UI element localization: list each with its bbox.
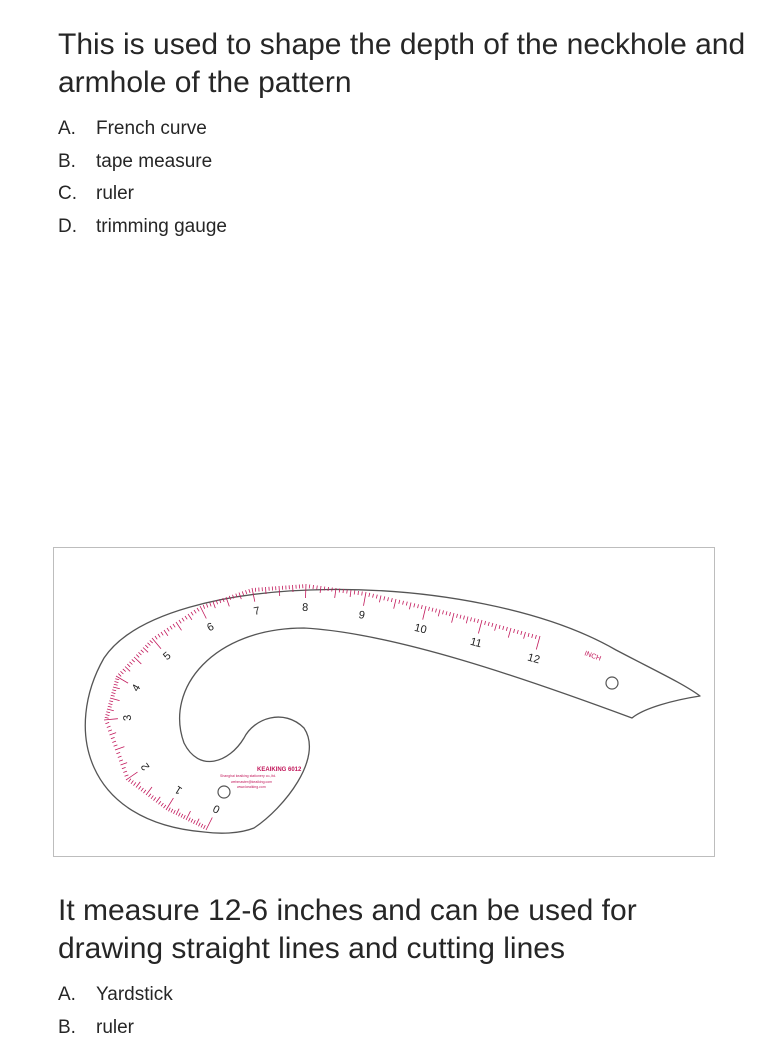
ruler-tick: [313, 585, 314, 589]
brand-text: KEAIKING 6012: [257, 767, 302, 773]
ruler-tick: [213, 602, 215, 609]
ruler-tick: [106, 712, 110, 713]
ruler-tick: [106, 715, 110, 716]
ruler-tick: [107, 709, 114, 711]
ruler-tick: [171, 809, 173, 813]
ruler-tick: [478, 619, 479, 623]
ruler-tick: [174, 810, 176, 814]
ruler-tick: [189, 818, 191, 822]
ruler-tick: [116, 752, 120, 753]
ruler-tick: [364, 592, 367, 606]
ruler-tick: [136, 655, 139, 658]
option-a: [58, 114, 227, 147]
option-d: [58, 212, 227, 245]
ruler-tick: [115, 747, 124, 750]
ruler-number: 6: [205, 621, 216, 634]
ruler-tick: [506, 627, 507, 631]
ruler-tick: [173, 624, 175, 627]
ruler-tick: [126, 772, 138, 780]
ruler-tick: [104, 719, 118, 720]
ruler-tick: [111, 695, 115, 696]
ruler-tick: [150, 640, 153, 643]
ruler-tick: [155, 636, 157, 639]
ruler-tick: [373, 594, 374, 598]
ruler-number: 0: [211, 802, 222, 815]
ruler-tick: [191, 612, 193, 615]
ruler-number: 4: [130, 682, 143, 693]
ruler-labels: [122, 602, 542, 816]
option-text: French curve: [96, 118, 207, 139]
ruler-tick: [146, 787, 152, 795]
ruler-tick: [197, 608, 199, 611]
ruler-tick: [110, 733, 117, 735]
ruler-tick: [109, 704, 113, 705]
ruler-tick: [114, 745, 118, 746]
ruler-tick: [414, 603, 415, 607]
ruler-tick: [438, 610, 440, 617]
ruler-tick: [306, 584, 307, 598]
ruler-tick: [118, 756, 122, 757]
ruler-tick: [394, 599, 396, 609]
ruler-tick: [130, 662, 133, 665]
ruler-tick: [210, 603, 211, 607]
option-text: Yardstick: [96, 984, 173, 1005]
option-text: ruler: [96, 1017, 134, 1038]
french-curve-drawing: [54, 548, 714, 856]
ruler-tick: [184, 815, 186, 819]
question-1-text: This is used to shape the depth of the neckhole and armhole of the pattern: [58, 26, 748, 102]
ruler-tick: [115, 679, 119, 680]
ruler-tick: [409, 603, 411, 610]
ruler-tick: [460, 615, 461, 619]
ruler-number: 3: [122, 714, 135, 721]
ruler-tick: [362, 592, 363, 596]
ruler-tick: [388, 597, 389, 601]
ruler-tick: [110, 698, 120, 701]
ruler-tick: [535, 635, 536, 639]
ruler-tick: [309, 585, 310, 589]
ruler-tick: [320, 586, 321, 593]
option-text: trimming gauge: [96, 216, 227, 237]
ruler-tick: [492, 623, 493, 627]
ruler-tick: [466, 617, 468, 624]
ruler-tick: [443, 610, 444, 614]
ruler-tick: [499, 625, 500, 629]
ruler-tick: [391, 598, 392, 602]
ruler-tick: [107, 726, 111, 727]
ruler-tick: [508, 628, 511, 638]
ruler-tick: [141, 788, 143, 791]
ruler-tick: [403, 601, 404, 605]
ruler-tick: [176, 809, 179, 815]
ruler-tick: [249, 589, 250, 593]
ruler-tick: [112, 741, 116, 742]
ruler-tick: [161, 632, 163, 635]
ruler-tick: [199, 823, 201, 827]
ruler-tick: [332, 588, 333, 592]
ruler-tick: [105, 717, 109, 718]
maker-line-1: Shanghai keaiking stationery co.,ltd.: [220, 774, 276, 778]
option-text: tape measure: [96, 151, 212, 172]
ruler-tick: [134, 782, 136, 785]
ruler-tick: [149, 794, 151, 797]
ruler-tick: [158, 634, 160, 637]
ruler-number: 5: [161, 650, 173, 663]
ruler-tick: [328, 587, 329, 591]
ruler-tick: [450, 612, 451, 616]
ruler-number: 12: [526, 652, 541, 667]
option-letter: A.: [58, 980, 96, 1010]
ruler-tick: [112, 693, 116, 694]
ruler-tick: [164, 805, 166, 808]
ruler-tick: [136, 782, 140, 788]
ruler-tick: [196, 819, 199, 825]
hole-right: [606, 677, 618, 689]
ruler-tick: [474, 618, 475, 622]
ruler-tick: [176, 622, 182, 630]
ruler-tick: [384, 596, 385, 600]
ruler-tick: [167, 628, 169, 631]
question-2-options: [58, 980, 173, 1045]
maker-line-2: webmaster@keaiking.com: [231, 780, 272, 784]
ruler-tick: [164, 630, 168, 636]
question-1-options: [58, 114, 227, 244]
ruler-tick: [132, 659, 135, 662]
ruler-tick: [194, 820, 196, 824]
ruler-tick: [119, 760, 123, 761]
ruler-tick: [399, 600, 400, 604]
ruler-tick: [514, 629, 515, 633]
ruler-tick: [125, 667, 130, 672]
ruler-tick: [159, 801, 161, 804]
ruler-tick: [446, 611, 447, 615]
ruler-tick: [201, 824, 203, 828]
ruler-ticks: [104, 584, 540, 830]
ruler-tick: [143, 648, 148, 653]
ruler-tick: [179, 813, 181, 817]
ruler-tick: [524, 632, 526, 639]
ruler-tick: [179, 620, 181, 623]
maker-line-3: www.keaiking.com: [237, 785, 266, 789]
ruler-tick: [464, 616, 465, 620]
ruler-tick: [517, 630, 518, 634]
ruler-tick: [134, 657, 141, 664]
ruler-tick: [170, 626, 172, 629]
ruler-tick: [429, 607, 430, 611]
ruler-tick: [108, 706, 112, 707]
ruler-tick: [123, 669, 126, 672]
ruler-tick: [457, 614, 458, 618]
ruler-number: 1: [173, 783, 185, 796]
ruler-tick: [528, 633, 529, 637]
ruler-tick: [182, 618, 184, 621]
ruler-tick: [203, 605, 204, 609]
french-curve-image: [53, 547, 715, 857]
ruler-tick: [503, 626, 504, 630]
ruler-tick: [246, 590, 247, 594]
hole-left: [218, 786, 230, 798]
ruler-tick: [144, 790, 146, 793]
ruler-tick: [114, 684, 118, 685]
ruler-tick: [161, 803, 163, 806]
ruler-tick: [156, 797, 160, 803]
ruler-tick: [354, 591, 355, 595]
ruler-tick: [432, 608, 433, 612]
ruler-tick: [194, 610, 196, 613]
ruler-number: 10: [413, 622, 428, 637]
ruler-tick: [532, 634, 533, 638]
ruler-tick: [369, 593, 370, 597]
ruler-tick: [122, 767, 126, 768]
ruler-tick: [206, 818, 212, 831]
option-b: [58, 1013, 173, 1045]
ruler-tick: [125, 775, 129, 776]
ruler-tick: [109, 701, 113, 702]
ruler-tick: [358, 591, 359, 595]
ruler-tick: [207, 604, 208, 608]
ruler-tick: [121, 763, 128, 765]
ruler-tick: [105, 722, 109, 723]
ruler-tick: [452, 613, 454, 623]
ruler-tick: [488, 622, 489, 626]
ruler-tick: [154, 797, 156, 800]
ruler-tick: [478, 620, 482, 634]
ruler-tick: [108, 730, 112, 731]
ruler-tick: [317, 586, 318, 590]
ruler-tick: [112, 690, 116, 691]
ruler-tick: [185, 616, 187, 619]
option-a: [58, 980, 173, 1013]
ruler-tick: [123, 771, 127, 772]
ruler-tick: [418, 604, 419, 608]
ruler-tick: [423, 606, 426, 620]
ruler-number: 2: [139, 761, 152, 773]
ruler-tick: [379, 596, 381, 603]
ruler-tick: [436, 609, 437, 613]
ruler-tick: [343, 589, 344, 593]
ruler-tick: [139, 652, 142, 655]
ruler-tick: [200, 606, 206, 619]
ruler-tick: [169, 808, 171, 812]
ruler-tick: [471, 617, 472, 621]
ruler-tick: [421, 605, 422, 609]
option-c: [58, 179, 227, 212]
option-text: ruler: [96, 183, 134, 204]
ruler-number: 8: [302, 602, 309, 614]
ruler-number: 9: [358, 609, 366, 622]
ruler-tick: [242, 591, 243, 595]
option-letter: A.: [58, 114, 96, 144]
ruler-tick: [139, 786, 141, 789]
ruler-tick: [141, 650, 144, 653]
ruler-number: 7: [253, 605, 261, 618]
option-letter: B.: [58, 147, 96, 177]
ruler-tick: [113, 687, 120, 689]
ruler-tick: [485, 621, 486, 625]
ruler-tick: [151, 796, 153, 799]
ruler-tick: [127, 664, 130, 667]
ruler-tick: [115, 682, 119, 683]
ruler-tick: [521, 631, 522, 635]
ruler-tick: [406, 602, 407, 606]
ruler-tick: [131, 781, 133, 784]
option-b: [58, 147, 227, 180]
ruler-tick: [118, 674, 121, 677]
ruler-tick: [129, 779, 131, 782]
question-2-text: It measure 12-6 inches and can be used for drawing straight lines and cutting lines: [58, 892, 748, 968]
ruler-tick: [148, 643, 151, 646]
inch-label: INCH: [583, 650, 601, 662]
ruler-number: 11: [469, 636, 483, 651]
ruler-tick: [152, 638, 161, 649]
ruler-tick: [266, 587, 267, 594]
ruler-tick: [181, 814, 183, 818]
ruler-tick: [376, 595, 377, 599]
ruler-tick: [279, 586, 280, 596]
ruler-tick: [204, 825, 206, 829]
ruler-tick: [495, 624, 497, 631]
ruler-tick: [188, 614, 192, 620]
ruler-tick: [293, 585, 294, 592]
option-letter: C.: [58, 179, 96, 209]
ruler-tick: [350, 590, 351, 597]
ruler-tick: [111, 737, 115, 738]
ruler-tick: [121, 671, 124, 674]
ruler-tick: [145, 645, 148, 648]
ruler-tick: [191, 819, 193, 823]
option-letter: B.: [58, 1013, 96, 1043]
ruler-tick: [536, 636, 540, 650]
option-letter: D.: [58, 212, 96, 242]
